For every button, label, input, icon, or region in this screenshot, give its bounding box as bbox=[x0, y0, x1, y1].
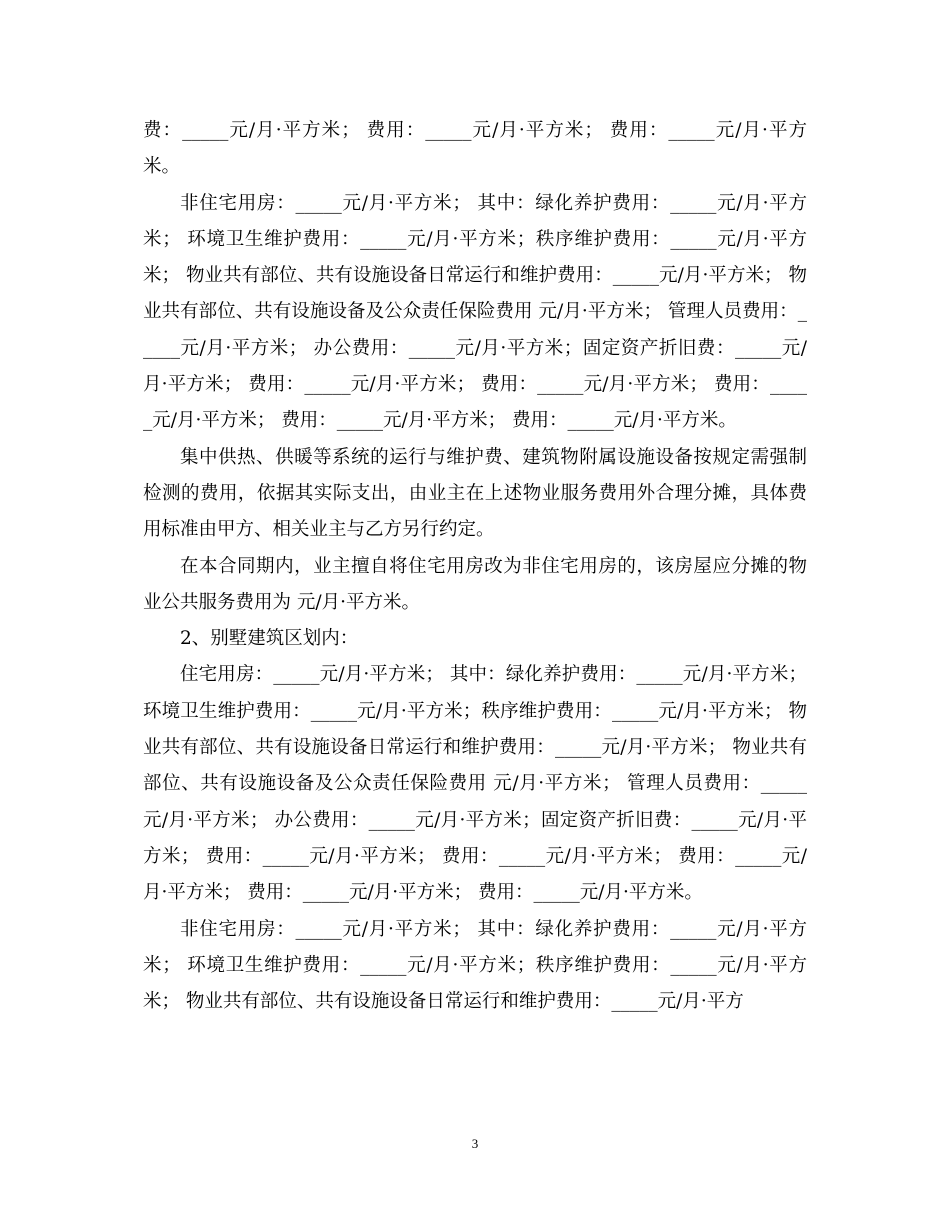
document-body bbox=[143, 113, 807, 1020]
page-number: 3 bbox=[471, 1136, 479, 1151]
paragraph-non-residential-fees: 非住宅用房：_____元/月·平方米； 其中：绿化养护费用：_____元/月·平方米； 环境卫生维护费用：_____元/月·平方米；秩序维护费用：_____元/月·平方米； 物业共有部位、共有设施设备日常运行和维护费用：_____元/月·平方米； 物业共有部位、共有设施设备及公众责任保险费用 元/月·平方米； 管理人员费用：_____元/月·平方米； 办公费用：_____元/月·平方米；固定资产折旧费：_____元/月·平方米； 费用：_____元/月·平方米； 费用：_____元/月·平方米； 费用：_____元/月·平方米； 费用：_____元/月·平方米； 费用：_____元/月·平方米。 bbox=[143, 192, 807, 432]
paragraph-use-change: 在本合同期内，业主擅自将住宅用房改为非住宅用房的，该房屋应分摊的物业公共服务费用为 元/月·平方米。 bbox=[143, 555, 807, 613]
paragraph-continued-fees: 费：_____元/月·平方米； 费用：_____元/月·平方米； 费用：_____元/月·平方米。 bbox=[143, 120, 807, 178]
paragraph-heating-maintenance: 集中供热、供暖等系统的运行与维护费、建筑物附属设施设备按规定需强制检测的费用，依据其实际支出，由业主在上述物业服务费用外合理分摊，具体费用标准由甲方、相关业主与乙方另行约定。 bbox=[143, 446, 807, 541]
paragraph-villa-residential-fees: 住宅用房：_____元/月·平方米； 其中：绿化养护费用：_____元/月·平方米； 环境卫生维护费用：_____元/月·平方米；秩序维护费用：_____元/月·平方米； 物业共有部位、共有设施设备日常运行和维护费用：_____元/月·平方米； 物业共有部位、共有设施设备及公众责任保险费用 元/月·平方米； 管理人员费用：_____元/月·平方米； 办公费用：_____元/月·平方米；固定资产折旧费：_____元/月·平方米； 费用：_____元/月·平方米； 费用：_____元/月·平方米； 费用：_____元/月·平方米； 费用：_____元/月·平方米； 费用：_____元/月·平方米。 bbox=[143, 664, 807, 904]
section-heading-villa-zone: 2、别墅建筑区划内： bbox=[180, 628, 359, 650]
paragraph-villa-non-residential-fees: 非住宅用房：_____元/月·平方米； 其中：绿化养护费用：_____元/月·平方米； 环境卫生维护费用：_____元/月·平方米；秩序维护费用：_____元/月·平方米； 物业共有部位、共有设施设备日常运行和维护费用：_____元/月·平方 bbox=[143, 918, 807, 1013]
